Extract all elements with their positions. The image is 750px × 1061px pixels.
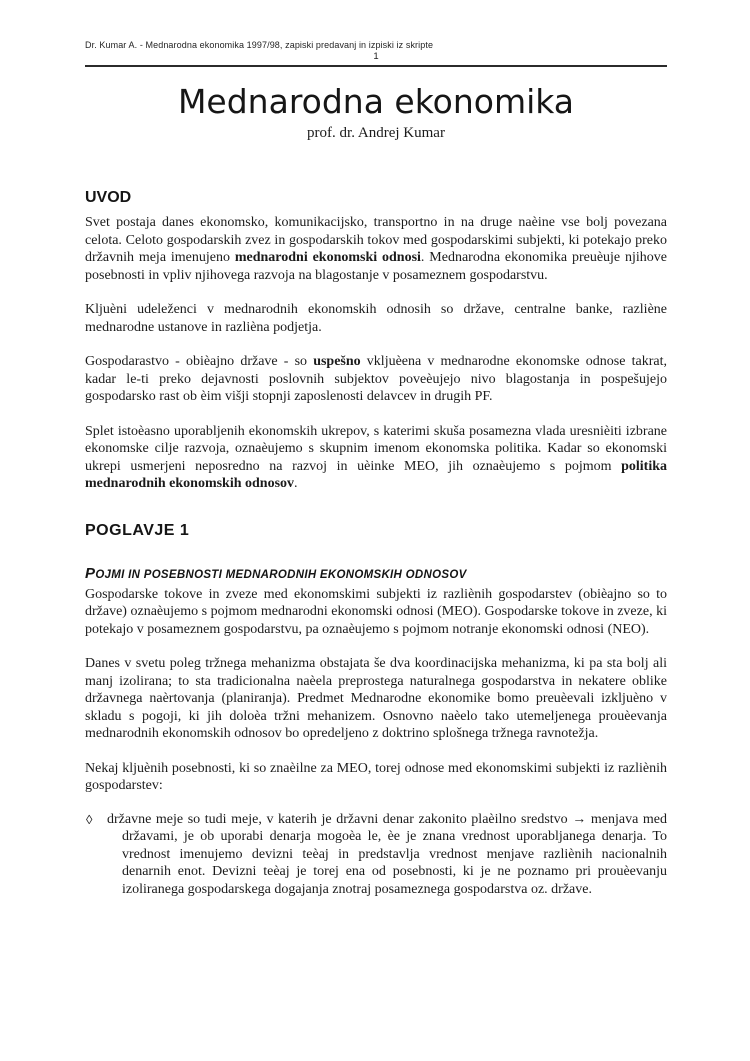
- section-uvod: [85, 189, 667, 493]
- poglavje1-heading: POGLAVJE 1: [85, 521, 190, 539]
- page-content: [85, 0, 667, 898]
- page-header: [85, 0, 667, 67]
- paragraph: Splet istoèasno uporabljenih ekonomskih ukrepov, s katerimi skuša posamezna vlada uresnièiti izbrane ekonomske cilje razvoja, oznaèujemo s skupnim imenom ekonomska politika. Kadar so ekonomski ukrepi usmerjeni neposredno na razvoj in uèinke MEO, jih oznaèujemo s pojmom politika mednarodnih ekonomskih odnosov.: [85, 423, 667, 491]
- paragraph: Gospodarske tokove in zveze med ekonomskimi subjekti iz razliènih gospodarstev (obièajno so to države) oznaèujemo s pojmom mednarodni ekonomski odnosi (MEO). Gospodarske tokove in zveze, ki potekajo v posameznem gospodarstvu, pa oznaèujemo s pojmom notranje ekonomski odnosi (NEO).: [85, 586, 667, 637]
- diamond-bullet-icon: ◊: [86, 811, 93, 827]
- poglavje1-subheading: POJMI IN POSEBNOSTI MEDNARODNIH EKONOMSKIH ODNOSOV: [85, 564, 467, 582]
- paragraph: Gospodarastvo - obièajno države - so uspešno vkljuèena v mednarodne ekonomske odnose takrat, kadar le-ti preko dejavnosti poslovnih subjektov poveèujejo nivo blagostanja in pospešujejo gospodarsko rast ob èim višji stopnji zaposlenosti delavcev in drugih PF.: [85, 354, 667, 404]
- bullet-item: [85, 811, 667, 899]
- paragraph: Nekaj kljuènih posebnosti, ki so znaèilne za MEO, torej odnose med ekonomskimi subjekti iz razliènih gospodarstev:: [85, 760, 667, 793]
- paragraph: Svet postaja danes ekonomsko, komunikacijsko, transportno in na druge naèine vse bolj povezana celota. Celoto gospodarskih zvez in gospodarskih tokov med gospodarskimi subjekti, ki potekajo preko državnih meja imenujeno mednarodni ekonomski odnosi. Mednarodna ekonomika preuèuje njihove posebnosti in vpliv njihovega razvoja na blagostanje v posameznem gospodarstvu.: [85, 215, 667, 283]
- uvod-heading: UVOD: [85, 189, 132, 206]
- section-poglavje1: [85, 522, 667, 899]
- paragraph: Kljuèni udeleženci v mednarodnih ekonomskih odnosih so države, centralne banke, razliène mednarodne ustanove in razlièna podjetja.: [85, 302, 667, 335]
- header-course-line: Dr. Kumar A. - Mednarodna ekonomika 1997/98, zapiski predavanj in izpiski iz skripte: [85, 40, 434, 50]
- document-subtitle: prof. dr. Andrej Kumar: [307, 125, 445, 141]
- header-rule: [85, 65, 667, 67]
- header-page-number: 1: [373, 51, 379, 62]
- document-title: Mednarodna ekonomika: [177, 82, 575, 121]
- bullet-text: državne meje so tudi meje, v katerih je državni denar zakonito plaèilno sredstvo → menjava med državami, je ob uporabi denarja mogoèa le, èe je znana vrednost uporabljanega denarja. To vrednost imenujemo devizni teèaj in predstavlja vrednost menjave razliènih nacionalnih denarnih enot. Devizni teèaj je torej ena od posebnosti, ki je ne poznamo pri prouèevanju izoliranega gospodarskega dogajanja znotraj posameznega gospodarstva oz. države.: [107, 811, 667, 897]
- paragraph: Danes v svetu poleg tržnega mehanizma obstajata še dva koordinacijska mehanizma, ki pa sta bolj ali manj izolirana; to sta tradicionalna naèela preprostega naturalnega gospodarstva in nekatere oblike državnega naèrtovanja (planiranja). Predmet Mednarodne ekonomike bomo preuèevali izkljuèno v skladu s pogoji, ki jih doloèa tržni mehanizem. Osnovno naèelo tako utemeljenega prouèevanja mednarodnih ekonomskih odnosov bo opredeljeno z doktrino splošnega tržnega ravnotežja.: [85, 656, 667, 741]
